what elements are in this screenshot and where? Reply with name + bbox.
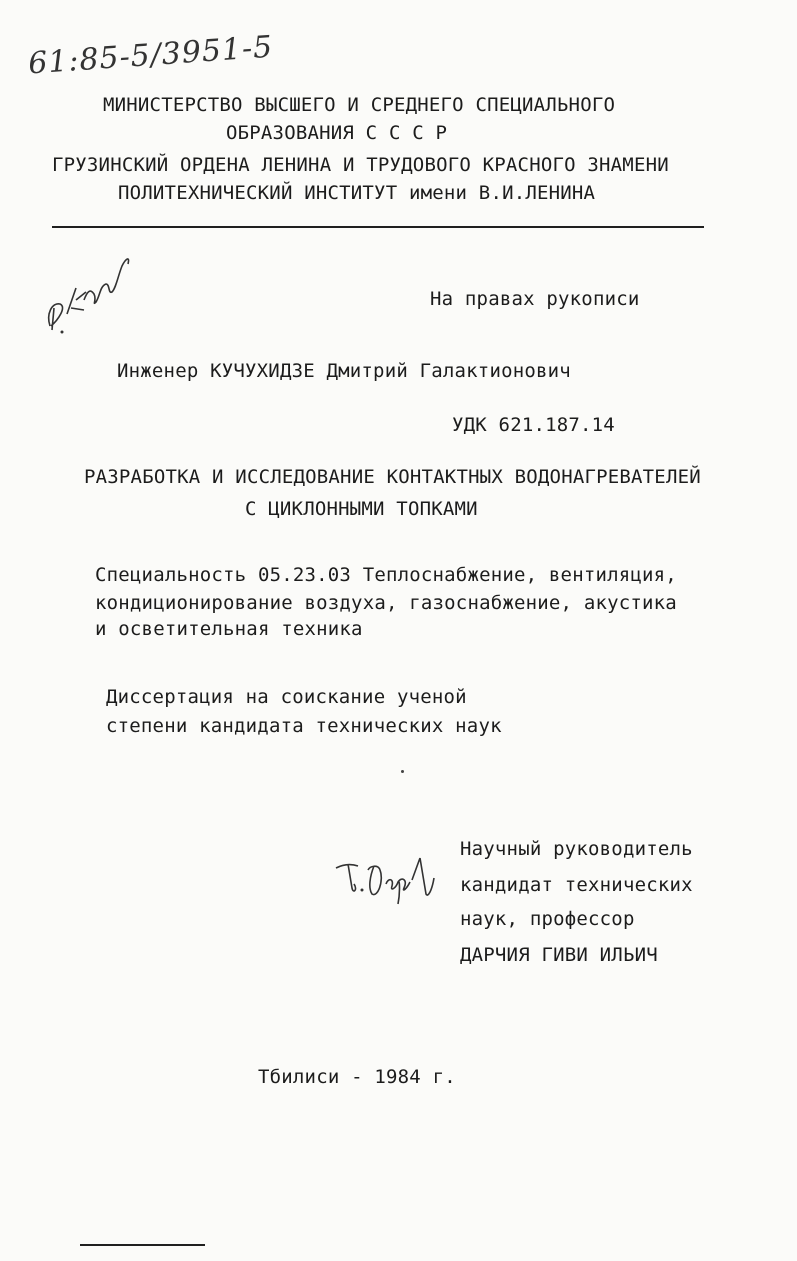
- supervisor-line-3: наук, профессор: [460, 908, 635, 930]
- supervisor-name: ДАРЧИЯ ГИВИ ИЛЬИЧ: [460, 944, 658, 966]
- institute-line-2: ПОЛИТЕХНИЧЕСКИЙ ИНСТИТУТ имени В.И.ЛЕНИНА: [118, 182, 596, 204]
- bottom-mark: [80, 1244, 205, 1246]
- dissertation-line-1: Диссертация на соискание ученой: [106, 686, 467, 708]
- title-line-2: С ЦИКЛОННЫМИ ТОПКАМИ: [245, 498, 478, 520]
- manuscript-rights-note: На правах рукописи: [430, 288, 640, 310]
- header-divider: [52, 226, 704, 228]
- archive-code-handwritten: 61:85-5/3951-5: [27, 29, 275, 82]
- institute-line-1: ГРУЗИНСКИЙ ОРДЕНА ЛЕНИНА И ТРУДОВОГО КРАСНОГО ЗНАМЕНИ: [52, 154, 669, 176]
- speck: [401, 770, 404, 773]
- specialty-line-1: Специальность 05.23.03 Теплоснабжение, вентиляция,: [95, 564, 677, 586]
- specialty-line-2: кондиционирование воздуха, газоснабжение, акустика: [95, 592, 677, 614]
- supervisor-line-1: Научный руководитель: [460, 838, 693, 860]
- specialty-line-3: и осветительная техника: [95, 618, 363, 640]
- author-line: Инженер КУЧУХИДЗЕ Дмитрий Галактионович: [117, 360, 571, 382]
- ministry-line-1: МИНИСТЕРСТВО ВЫСШЕГО И СРЕДНЕГО СПЕЦИАЛЬНОГО: [103, 94, 616, 116]
- ministry-line-2: ОБРАЗОВАНИЯ С С С Р: [226, 122, 448, 144]
- handwritten-initials-signature: [40, 248, 135, 340]
- supervisor-line-2: кандидат технических: [460, 874, 693, 896]
- supervisor-signature: [330, 838, 440, 908]
- title-line-1: РАЗРАБОТКА И ИССЛЕДОВАНИЕ КОНТАКТНЫХ ВОДОНАГРЕВАТЕЛЕЙ: [84, 466, 701, 488]
- place-year: Тбилиси - 1984 г.: [258, 1066, 456, 1088]
- dissertation-line-2: степени кандидата технических наук: [106, 715, 502, 737]
- udc-code: УДК 621.187.14: [452, 414, 615, 436]
